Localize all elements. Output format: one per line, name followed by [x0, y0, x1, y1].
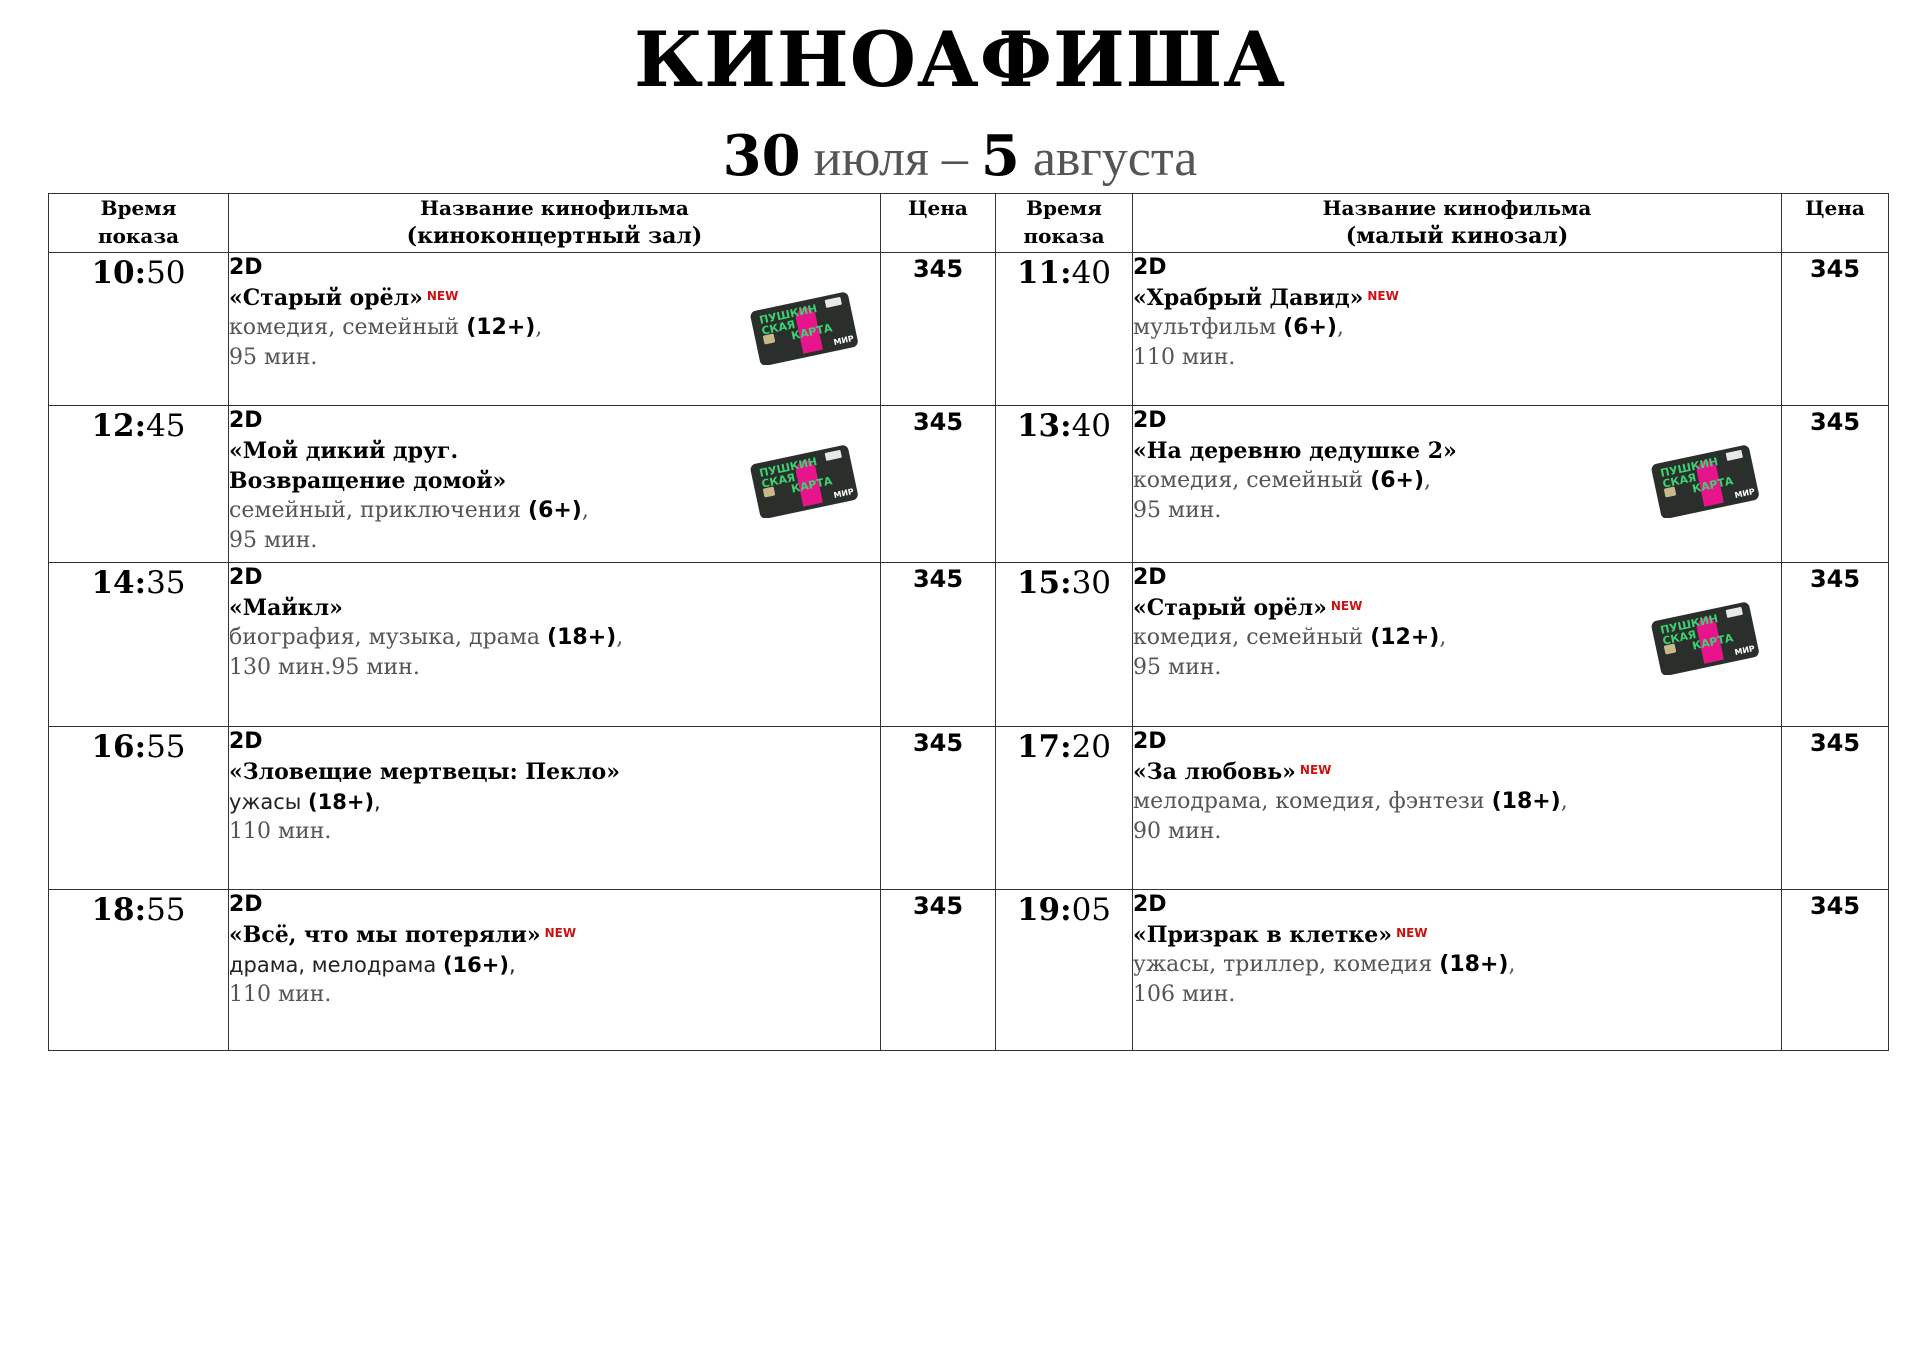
age-rating: (6+) [528, 498, 582, 523]
film-title: «Призрак в клетке» $^{NEW}$ [1133, 922, 1428, 948]
film-title: «За любовь» $^{NEW}$ [1133, 759, 1332, 785]
col-header-price-left: Цена [881, 194, 996, 253]
film-cell [229, 253, 881, 406]
col-header-time-left: Время показа [49, 194, 229, 253]
showtime: 17:20 [996, 727, 1133, 890]
showtime: 19:05 [996, 890, 1133, 1051]
film-genre: семейный, приключения (6+), [229, 498, 589, 523]
film-genre: ужасы (18+), [229, 790, 381, 814]
pushkin-card-icon [750, 291, 858, 365]
price: 345 [1782, 406, 1889, 563]
price: 345 [1782, 253, 1889, 406]
film-genre: комедия, семейный (12+), [229, 315, 543, 340]
film-duration: 110 мин. [229, 819, 332, 844]
film-title: «Старый орёл» $^{NEW}$ [229, 285, 459, 311]
film-duration: 95 мин. [229, 528, 318, 553]
film-duration: 110 мин. [229, 982, 332, 1007]
film-duration: 110 мин. [1133, 345, 1236, 370]
price: 345 [881, 727, 996, 890]
table-row [49, 406, 1889, 563]
film-cell [229, 406, 881, 563]
film-duration: 130 мин.95 мин. [229, 655, 420, 680]
date-start-day: 30 [722, 123, 801, 189]
date-separator: – [941, 130, 968, 187]
new-badge: NEW [1330, 599, 1363, 613]
showtime: 11:40 [996, 253, 1133, 406]
age-rating: (18+) [1491, 789, 1561, 814]
new-badge: NEW [1396, 926, 1428, 940]
film-cell [229, 727, 881, 890]
showtime: 16:55 [49, 727, 229, 890]
date-range [0, 124, 1920, 191]
new-badge: NEW [544, 926, 577, 940]
date-end-month: августа [1032, 130, 1198, 187]
age-rating: (6+) [1370, 468, 1425, 493]
film-duration: 95 мин. [1133, 655, 1222, 680]
film-cell [1133, 727, 1782, 890]
film-cell [229, 563, 881, 727]
age-rating: (6+) [1283, 315, 1337, 340]
film-format: 2D [229, 729, 263, 754]
film-format: 2D [229, 255, 263, 280]
film-format: 2D [229, 892, 263, 917]
page-title: КИНОАФИША [633, 15, 1287, 104]
film-format: 2D [1133, 565, 1167, 590]
film-duration: 95 мин. [229, 345, 318, 370]
showtime: 15:30 [996, 563, 1133, 727]
film-genre: мелодрама, комедия, фэнтези (18+), [1133, 789, 1568, 814]
table-row [49, 253, 1889, 406]
film-genre: драма, мелодрама (16+), [229, 953, 516, 977]
col-header-film-right: Название кинофильма (малый кинозал) [1133, 194, 1782, 253]
film-duration: 95 мин. [1133, 498, 1222, 523]
film-title: «Всё, что мы потеряли» $^{NEW}$ [229, 922, 577, 948]
table-row [49, 890, 1889, 1051]
film-title: «Майкл» [229, 595, 343, 621]
date-start-month: июля [813, 130, 929, 187]
price: 345 [881, 890, 996, 1051]
age-rating: (12+) [1370, 625, 1440, 650]
age-rating: (18+) [1439, 952, 1509, 977]
film-cell [1133, 253, 1782, 406]
header-row [49, 194, 1889, 253]
price: 345 [1782, 727, 1889, 890]
age-rating: (18+) [547, 625, 617, 650]
film-title: «Храбрый Давид» $^{NEW}$ [1133, 285, 1399, 311]
new-badge: NEW [1367, 289, 1399, 303]
film-format: 2D [229, 408, 263, 433]
film-format: 2D [229, 565, 263, 590]
film-duration: 90 мин. [1133, 819, 1222, 844]
price: 345 [881, 406, 996, 563]
film-cell [1133, 563, 1782, 727]
pushkin-card-icon [750, 444, 858, 518]
film-cell [1133, 890, 1782, 1051]
film-duration: 106 мин. [1133, 982, 1236, 1007]
film-format: 2D [1133, 408, 1167, 433]
film-genre: ужасы, триллер, комедия (18+), [1133, 952, 1516, 977]
price: 345 [1782, 890, 1889, 1051]
film-title: «Мой дикий друг. [229, 438, 459, 464]
showtime: 18:55 [49, 890, 229, 1051]
film-genre: мультфильм (6+), [1133, 315, 1344, 340]
pushkin-card-icon [1651, 444, 1759, 518]
col-header-price-right: Цена [1782, 194, 1889, 253]
showtime: 12:45 [49, 406, 229, 563]
col-header-time-right: Время показа [996, 194, 1133, 253]
date-end-day: 5 [980, 123, 1020, 189]
film-cell [229, 890, 881, 1051]
film-genre: комедия, семейный (12+), [1133, 625, 1447, 650]
film-title: «На деревню дедушке 2» [1133, 438, 1457, 464]
showtime: 14:35 [49, 563, 229, 727]
showtime: 10:50 [49, 253, 229, 406]
film-cell [1133, 406, 1782, 563]
price: 345 [881, 253, 996, 406]
schedule-table [48, 193, 1889, 1051]
table-row [49, 727, 1889, 890]
price: 345 [881, 563, 996, 727]
col-header-film-left: Название кинофильма (киноконцертный зал) [229, 194, 881, 253]
price: 345 [1782, 563, 1889, 727]
age-rating: (18+) [308, 790, 375, 814]
film-format: 2D [1133, 892, 1167, 917]
new-badge: NEW [1299, 763, 1332, 777]
film-genre: комедия, семейный (6+), [1133, 468, 1432, 493]
pushkin-card-icon [1651, 601, 1759, 675]
new-badge: NEW [426, 289, 459, 303]
film-genre: биография, музыка, драма (18+), [229, 625, 624, 650]
age-rating: (16+) [442, 953, 509, 977]
showtime: 13:40 [996, 406, 1133, 563]
film-format: 2D [1133, 255, 1167, 280]
film-title: «Старый орёл» $^{NEW}$ [1133, 595, 1363, 621]
film-format: 2D [1133, 729, 1167, 754]
film-title: «Зловещие мертвецы: Пекло» [229, 759, 620, 785]
table-row [49, 563, 1889, 727]
age-rating: (12+) [466, 315, 536, 340]
film-title-line2: Возвращение домой» [229, 468, 507, 494]
